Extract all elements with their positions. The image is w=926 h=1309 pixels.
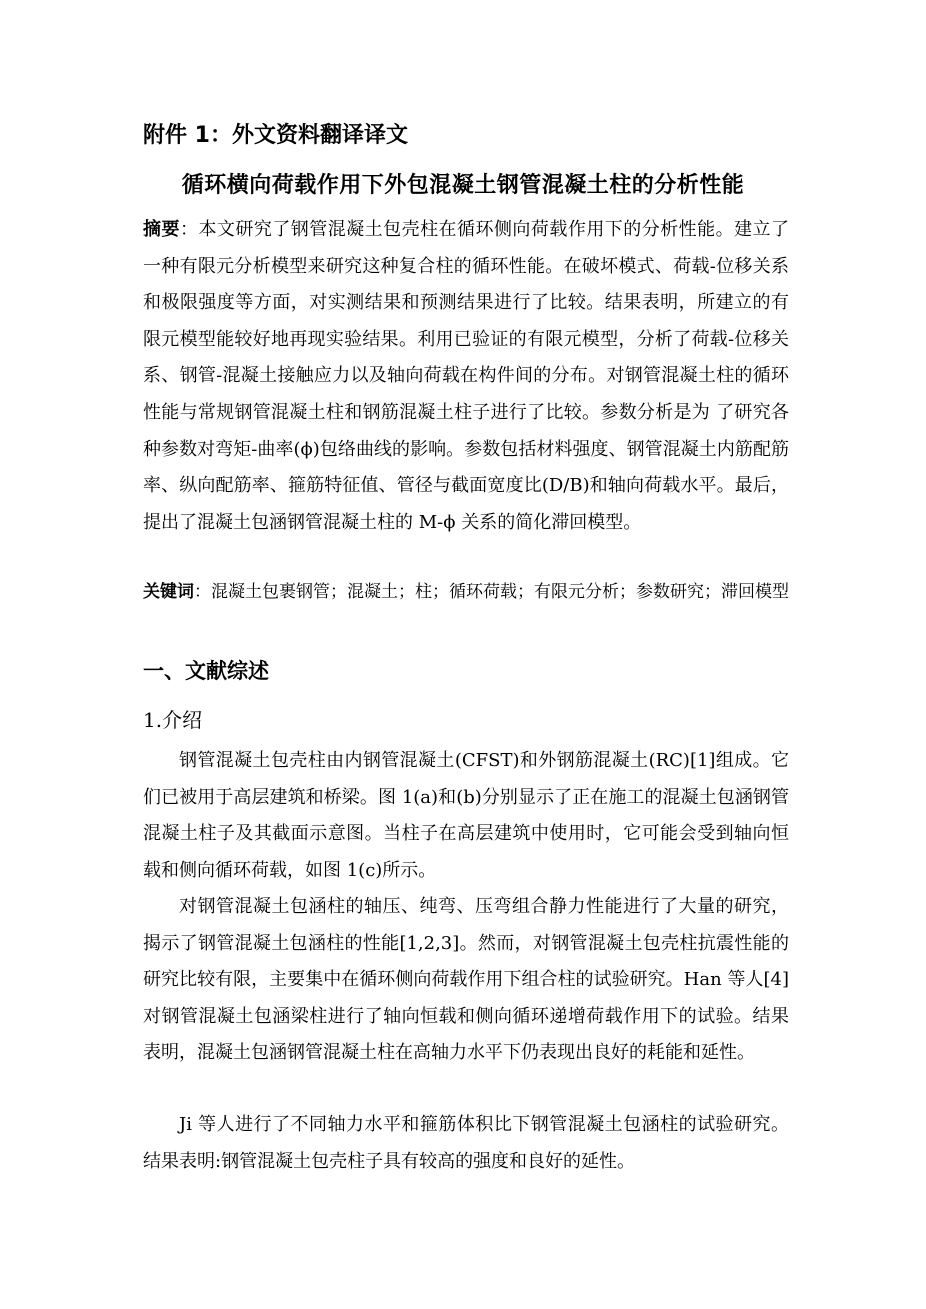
- paragraph: 钢管混凝土包壳柱由内钢管混凝土(CFST)和外钢筋混凝土(RC)[1]组成。它们已被用于高层建筑和桥梁。图 1(a)和(b)分别显示了正在施工的混凝土包涵钢管混凝土柱子及其截面示意图。当柱子在高层建筑中使用时，它可能会受到轴向恒载和侧向循环荷载，如图 1(c)所示。: [143, 750, 789, 881]
- keywords-separator: ：: [194, 582, 211, 602]
- abstract: [143, 212, 789, 541]
- section-heading: 一、文献综述: [143, 659, 269, 683]
- paragraph-block: [143, 743, 789, 889]
- abstract-text: 本文研究了钢管混凝土包壳柱在循环侧向荷载作用下的分析性能。建立了一种有限元分析模型来研究这种复合柱的循环性能。在破坏模式、荷载-位移关系和极限强度等方面，对实测结果和预测结果进行了比较。结果表明，所建立的有限元模型能较好地再现实验结果。利用已验证的有限元模型，分析了荷载-位移关系、钢管-混凝土接触应力以及轴向荷载在构件间的分布。对钢管混凝土柱的循环性能与常规钢管混凝土柱和钢筋混凝土柱子进行了比较。参数分析是为 了研究各种参数对弯矩-曲率(ϕ)包络曲线的影响。参数包括材料强度、钢管混凝土内筋配筋率、纵向配筋率、箍筋特征值、管径与截面宽度比(D/B)和轴向荷载水平。最后，提出了混凝土包涵钢管混凝土柱的 M-ϕ 关系的简化滞回模型。: [143, 219, 790, 533]
- keywords-label: 关键词: [143, 582, 194, 602]
- annex-heading: 附件 1：外文资料翻译译文: [143, 123, 408, 148]
- abstract-separator: ：: [179, 219, 199, 240]
- keywords-text: 混凝土包裹钢管；混凝土；柱；循环荷载；有限元分析；参数研究；滞回模型: [211, 582, 789, 602]
- subsection-heading: 1.介绍: [143, 708, 203, 732]
- keywords: [143, 574, 789, 610]
- paragraph: Ji 等人进行了不同轴力水平和箍筋体积比下钢管混凝土包涵柱的试验研究。结果表明:钢管混凝土包壳柱子具有较高的强度和良好的延性。: [143, 1114, 789, 1172]
- paper-title: 循环横向荷载作用下外包混凝土钢管混凝土柱的分析性能: [181, 173, 745, 198]
- abstract-label: 摘要: [143, 219, 180, 240]
- paragraph: 对钢管混凝土包涵柱的轴压、纯弯、压弯组合静力性能进行了大量的研究，揭示了钢管混凝土包涵柱的性能[1,2,3]。然而，对钢管混凝土包壳柱抗震性能的研究比较有限，主要集中在循环侧向荷载作用下组合柱的试验研究。Han 等人[4]对钢管混凝土包涵梁柱进行了轴向恒载和侧向循环递增荷载作用下的试验。结果表明，混凝土包涵钢管混凝土柱在高轴力水平下仍表现出良好的耗能和延性。: [143, 896, 789, 1064]
- paragraph-block: [143, 889, 789, 1072]
- paragraph-block: [143, 1107, 789, 1180]
